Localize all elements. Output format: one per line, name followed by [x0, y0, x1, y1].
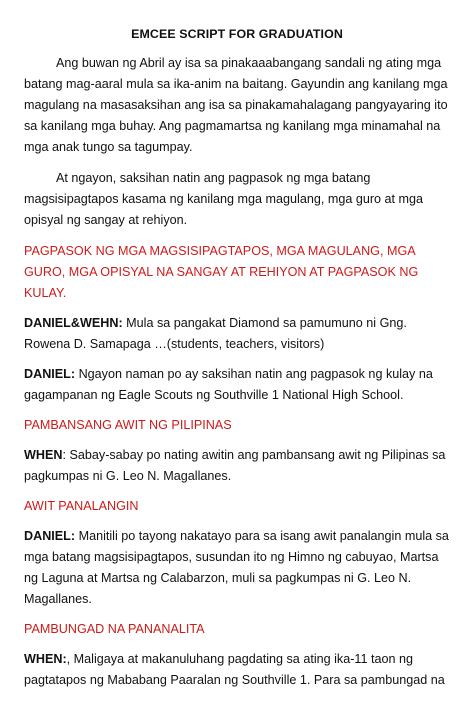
speaker-label: DANIEL&WEHN:: [24, 316, 123, 330]
script-line-text: Mula sa pangakat Diamond sa pamumuno ni Gng. Rowena D. Samapaga …(students, teachers, visitors): [24, 316, 407, 351]
speaker-label: WHEN:: [24, 652, 67, 666]
script-line-text: Manitili po tayong nakatayo para sa isang awit panalangin mula sa mga batang magsisipagtapos, susundan ito ng Himno ng cabuyao, Martsa ng Laguna at Martsa ng Calabarzon, muli sa pagkumpas ni G. Leo N. Magallanes.: [24, 529, 449, 606]
section-heading-opening-remarks: PAMBUNGAD NA PANANALITA: [24, 622, 205, 636]
script-line-when-opening: [24, 649, 450, 691]
script-line-text: , Maligaya at makanuluhang pagdating sa ating ika-11 taon ng pagtatapos ng Mababang Paaralan ng Southville 1. Para sa pambungad na: [24, 652, 445, 687]
script-line-daniel-colors: [24, 364, 450, 406]
script-line-when-anthem: [24, 445, 450, 487]
speaker-label: DANIEL:: [24, 529, 76, 543]
script-line-daniel-prayer: [24, 526, 450, 610]
script-line-text: : Sabay-sabay po nating awitin ang pambansang awit ng Pilipinas sa pagkumpas ni G. Leo N. Magallanes.: [24, 448, 446, 483]
entrance-paragraph: At ngayon, saksihan natin ang pagpasok ng mga batang magsisipagtapos kasama ng kanilang mga magulang, mga guro at mga opisyal ng sangay at rehiyon.: [24, 171, 424, 227]
script-line-daniel-wehn: [24, 313, 450, 355]
speaker-label: DANIEL:: [24, 367, 76, 381]
section-heading-prayer: AWIT PANALANGIN: [24, 499, 139, 513]
document-page: [24, 24, 450, 700]
section-heading-pagpasok: PAGPASOK NG MGA MAGSISIPAGTAPOS, MGA MAGULANG, MGA GURO, MGA OPISYAL NA SANGAY AT REHIYON AT PAGPASOK NG KULAY.: [24, 244, 419, 300]
intro-paragraph: Ang buwan ng Abril ay isa sa pinakaaabangang sandali ng ating mga batang mag-aaral mula sa ika-anim na baitang. Gayundin ang kanilang mga magulang na masasaksihan ang isa sa pinakamahalagang pangyayaring ito sa kanilang mga buhay. Ang pagmamartsa ng kanilang mga minamahal na mga anak tungo sa tagumpay.: [24, 56, 448, 154]
section-heading-anthem: PAMBANSANG AWIT NG PILIPINAS: [24, 418, 232, 432]
speaker-label: WHEN: [24, 448, 63, 462]
script-line-text: Ngayon naman po ay saksihan natin ang pagpasok ng kulay na gagampanan ng Eagle Scouts ng Southville 1 National High School.: [24, 367, 433, 402]
document-title: EMCEE SCRIPT FOR GRADUATION: [131, 27, 343, 41]
